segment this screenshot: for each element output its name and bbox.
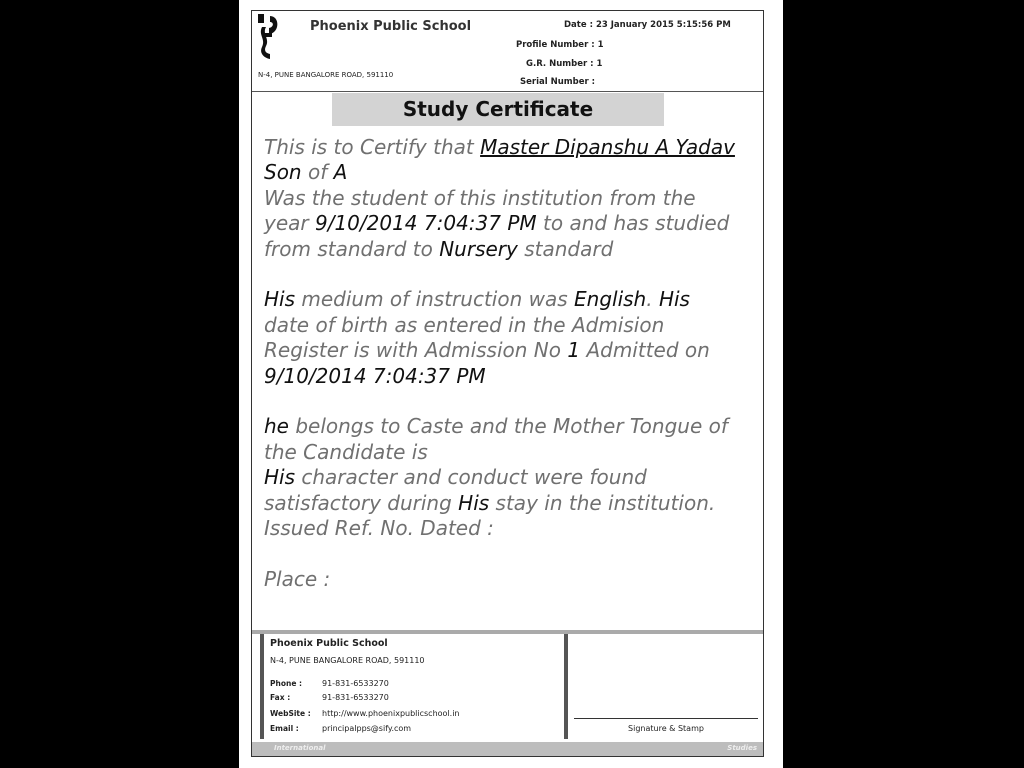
body-line: year 9/10/2014 7:04:37 PM to and has studied [264, 211, 730, 236]
certificate-footer [252, 630, 763, 756]
body-line: from standard to Nursery standard [264, 236, 614, 261]
phone-label: Phone : [270, 679, 303, 688]
parent-name: A [333, 160, 348, 185]
medium: English [574, 287, 647, 312]
relation: Son [264, 160, 302, 185]
to-standard: Nursery [439, 236, 518, 261]
body-line: This is to Certify that Master Dipanshu A Yadav [264, 135, 735, 159]
body-line: Register is with Admission No 1 Admitted on [264, 338, 710, 363]
fax-value: 91-831-6533270 [322, 693, 389, 702]
date-value: 23 January 2015 5:15:56 PM [595, 20, 731, 30]
profile-number-label: Profile Number : [516, 40, 595, 50]
body-line: he belongs to Caste and the Mother Tongue of [264, 414, 728, 439]
from-date: 9/10/2014 7:04:37 PM [314, 211, 537, 236]
school-name: Phoenix Public School [310, 19, 472, 34]
gr-number-field [526, 59, 602, 69]
footer-contact-block [260, 634, 568, 739]
certificate-page [239, 0, 783, 768]
footer-school-name: Phoenix Public School [270, 638, 388, 649]
body-line: His medium of instruction was English. His [264, 287, 690, 312]
admitted-on: 9/10/2014 7:04:37 PM [264, 363, 486, 388]
email-value: principalpps@sify.com [322, 724, 412, 733]
website-label: WebSite : [270, 709, 311, 718]
body-line: the Candidate is [264, 439, 428, 464]
certificate-frame [251, 10, 764, 757]
body-line: Was the student of this institution from the [264, 185, 696, 210]
profile-number-value: 1 [597, 40, 604, 50]
signature-label: Signature & Stamp [628, 724, 704, 733]
serial-number-label: Serial Number : [520, 77, 596, 87]
profile-number-field [516, 40, 604, 50]
body-line: Son of A [264, 160, 348, 185]
body-line: His character and conduct were found [264, 465, 647, 490]
admission-number: 1 [567, 338, 581, 363]
date-field [564, 20, 731, 30]
website-value: http://www.phoenixpublicschool.in [322, 709, 460, 718]
email-label: Email : [270, 724, 299, 733]
student-name: Master Dipanshu A Yadav [480, 135, 735, 159]
serial-number-field [520, 77, 595, 87]
school-address: N-4, PUNE BANGALORE ROAD, 591110 [258, 71, 394, 79]
gr-number-value: 1 [596, 59, 603, 69]
signature-line [574, 718, 758, 719]
footer-band [252, 742, 763, 756]
certificate-header [252, 11, 763, 92]
body-line [264, 364, 754, 389]
certificate-body [264, 135, 754, 592]
phone-value: 91-831-6533270 [322, 679, 389, 688]
certificate-title: Study Certificate [402, 97, 594, 121]
title-band [332, 93, 664, 126]
footer-address: N-4, PUNE BANGALORE ROAD, 591110 [270, 656, 425, 665]
body-line: satisfactory during His stay in the institution. [264, 490, 716, 515]
footer-band-left: International [274, 744, 326, 752]
fax-label: Fax : [270, 693, 291, 702]
body-line: Place : [264, 566, 331, 591]
date-label: Date : [564, 20, 593, 30]
footer-band-right: Studies [727, 744, 757, 752]
gr-number-label: G.R. Number : [526, 59, 594, 69]
school-logo-icon [256, 13, 280, 61]
body-line: Issued Ref. No. Dated : [264, 516, 494, 541]
body-line: date of birth as entered in the Admision [264, 312, 665, 337]
